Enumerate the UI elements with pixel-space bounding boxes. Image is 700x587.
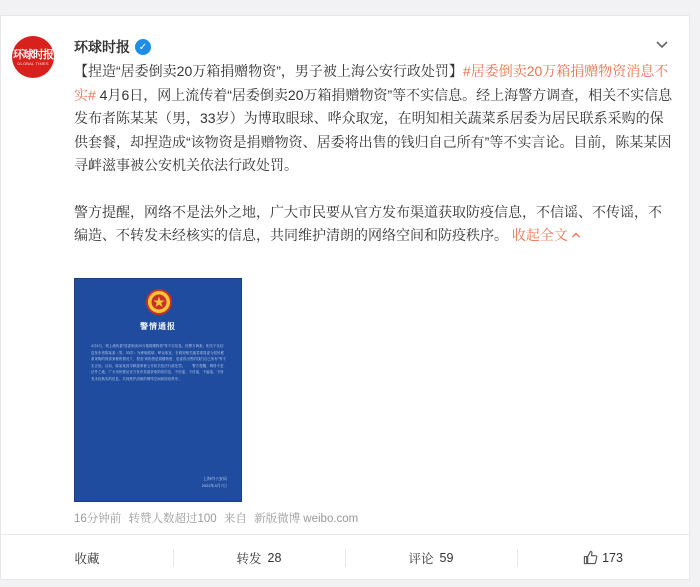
notice-issuer: 上海市公安局 xyxy=(203,476,227,481)
post-meta xyxy=(74,510,358,526)
repost-count: 28 xyxy=(267,550,282,565)
comment-count: 59 xyxy=(439,550,454,565)
police-emblem-icon xyxy=(145,288,173,316)
like-button[interactable] xyxy=(517,535,689,580)
notice-signature xyxy=(202,475,227,489)
thumbs-up-icon xyxy=(583,550,598,565)
author-name[interactable]: 环球时报 xyxy=(74,39,130,55)
notice-title: 警情通报 xyxy=(140,322,176,331)
police-notice-image[interactable] xyxy=(74,278,242,502)
topic-link[interactable]: #居委倒卖20万箱捐赠物资消息不实# xyxy=(74,63,669,103)
post-body-2: 警方提醒，网络不是法外之地，广大市民要从官方发布渠道获取防疫信息，不信谣、不传谣，不编造、不转发未经核实的信息，共同维护清朗的网络空间和防疫秩序。 xyxy=(74,203,662,243)
chevron-up-icon xyxy=(571,231,581,239)
post-paragraph-1 xyxy=(74,60,674,178)
collapse-link[interactable] xyxy=(512,227,581,243)
avatar-logo xyxy=(13,49,53,66)
post-time[interactable]: 16分钟前 xyxy=(74,513,122,525)
post-headline: 【捏造“居委倒卖20万箱捐赠物资”，男子被上海公安行政处罚】 xyxy=(74,63,463,79)
post-body-1: 4月6日，网上流传着“居委倒卖20万箱捐赠物资”等不实信息。经上海警方调查，相关不实信息发布者陈某某（男，33岁）为博取眼球、哗众取宠，在明知相关蔬菜系居委为居民联系采购的保供套餐，却捏造成“该物资是捐赠物资、居委将出售的钱归自己所有”等不实言论。目前，陈某某因寻衅滋事被公安机关依法行政处罚。 xyxy=(74,86,673,173)
collapse-label: 收起全文 xyxy=(511,227,568,243)
favorite-button[interactable] xyxy=(1,535,173,580)
notice-date: 2022年4月7日 xyxy=(201,483,227,488)
avatar[interactable] xyxy=(12,36,54,78)
comment-label: 评论 xyxy=(408,551,434,566)
comment-button[interactable] xyxy=(345,535,517,580)
avatar-logo-subtext: GLOBAL TIMES xyxy=(17,60,49,66)
author-row xyxy=(74,37,151,57)
repost-note: 转赞人数超过100 xyxy=(128,513,217,525)
avatar-logo-text: 环球时报 xyxy=(13,47,53,61)
repost-button[interactable] xyxy=(173,535,345,580)
chevron-down-icon[interactable] xyxy=(655,40,669,50)
post-text xyxy=(74,60,674,248)
weibo-post-card xyxy=(0,15,690,580)
notice-body: 4月6日，网上流传着“居委倒卖20万箱捐赠物资”等不实信息。经警方调查，相关不实信息发布者陈某某（男，33岁）为博取眼球、哗众取宠，在明知相关蔬菜系居委为居民联系采购的保供套餐的情况下，捏造“该物资是捐赠物资、居委将出售的钱归自己所有”等不实言论。目前，陈某某因寻衅滋事被公安机关依法行政处罚。 警方提醒，网络不是法外之地，广大市民要从官方发布渠道获取防疫信息，不信谣、不传谣，不编造、不转发未经核实的信息，共同维护清朗的网络空间和防疫秩序。 xyxy=(91,344,227,381)
post-paragraph-2 xyxy=(74,201,674,248)
like-count: 173 xyxy=(602,550,623,565)
source-prefix: 来自 xyxy=(223,513,247,525)
repost-label: 转发 xyxy=(236,551,262,566)
verified-badge-icon: ✓ xyxy=(135,39,151,55)
favorite-label: 收藏 xyxy=(74,551,100,566)
action-bar xyxy=(1,534,689,580)
post-source[interactable]: 新版微博 weibo.com xyxy=(254,513,359,525)
